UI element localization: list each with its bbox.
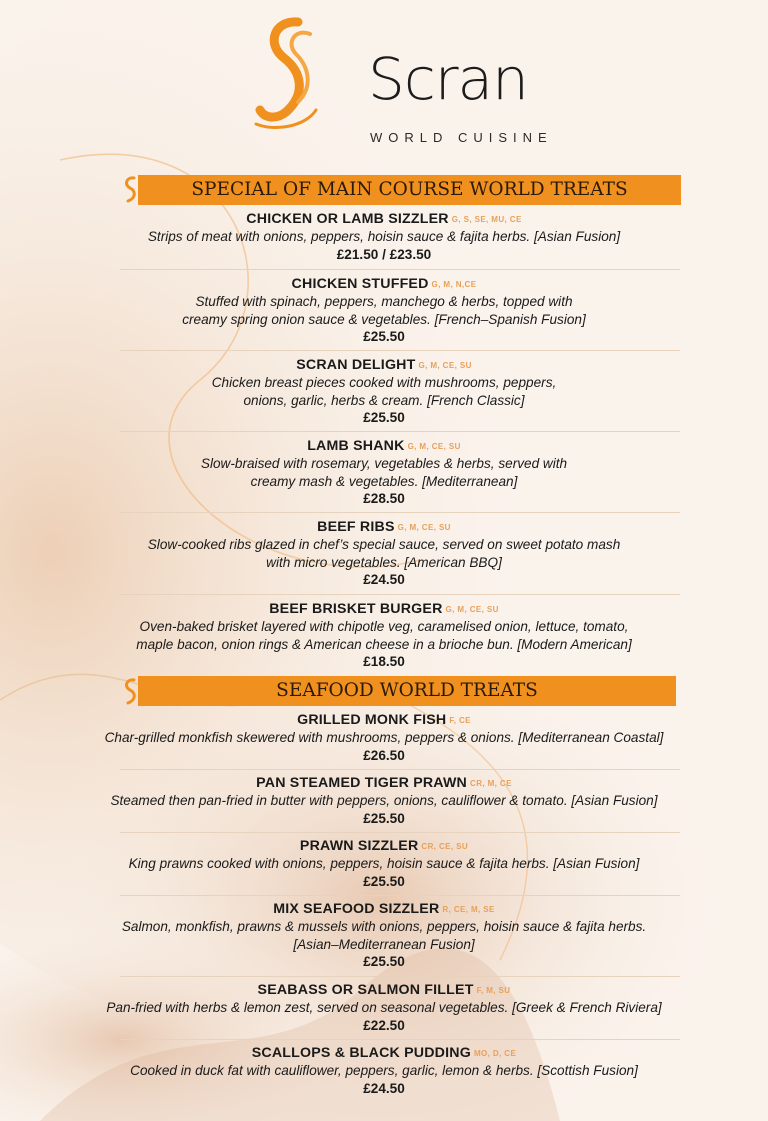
item-description: Chicken breast pieces cooked with mushrooms, peppers,: [211, 375, 557, 390]
item-name: BEEF BRISKET BURGER: [269, 601, 443, 617]
item-name: SCALLOPS & BLACK PUDDING: [251, 1045, 471, 1061]
menu-item: [40, 276, 728, 345]
allergen-codes: G, M, CE, SU: [397, 523, 451, 532]
item-description: onions, garlic, herbs & cream. [French Classic]: [243, 392, 525, 408]
menu-item: [40, 438, 728, 507]
item-name: PAN STEAMED TIGER PRAWN: [256, 775, 468, 791]
item-name: CHICKEN OR LAMB SIZZLER: [246, 211, 449, 227]
item-description: Strips of meat with onions, peppers, hoisin sauce & fajita herbs. [Asian Fusion]: [147, 229, 621, 244]
allergen-codes: G, S, SE, MU, CE: [451, 215, 522, 224]
item-divider: [120, 512, 680, 513]
item-price: £25.50: [363, 873, 405, 889]
item-name: BEEF RIBS: [317, 519, 395, 535]
item-price: £25.50: [363, 410, 405, 425]
item-name: LAMB SHANK: [307, 438, 405, 454]
item-description: Steamed then pan-fried in butter with peppers, onions, cauliflower & tomato. [Asian Fusion]: [110, 793, 658, 808]
item-description: Stuffed with spinach, peppers, manchego & herbs, topped with: [195, 294, 573, 309]
brand-name: Scran: [368, 45, 528, 113]
menu-item: [40, 982, 728, 1034]
item-name: SEABASS OR SALMON FILLET: [257, 982, 474, 998]
item-price: £24.50: [363, 1080, 405, 1096]
allergen-codes: G, M, CE, SU: [418, 361, 472, 370]
menu-item: [40, 1045, 728, 1097]
item-description: Char-grilled monkfish skewered with mushrooms, peppers & onions. [Mediterranean Coastal]: [104, 730, 664, 745]
allergen-codes: G, M, CE, SU: [407, 442, 461, 451]
item-divider: [120, 769, 680, 770]
item-price: £28.50: [363, 491, 405, 506]
scran-logo-icon: [236, 14, 336, 134]
item-price: £26.50: [363, 747, 405, 763]
item-description: King prawns cooked with onions, peppers, hoisin sauce & fajita herbs. [Asian Fusion]: [128, 856, 640, 871]
menu-item: [40, 211, 728, 263]
item-description: Pan-fried with herbs & lemon zest, served on seasonal vegetables. [Greek & French Riviera]: [106, 1000, 662, 1015]
item-price: £18.50: [363, 654, 405, 669]
item-name: SCRAN DELIGHT: [296, 357, 416, 373]
item-price: £25.50: [363, 810, 405, 826]
allergen-codes: CR, M, CE: [470, 779, 512, 788]
item-divider: [120, 832, 680, 833]
menu-item: [40, 712, 728, 764]
item-divider: [120, 895, 680, 896]
item-description: Oven-baked brisket layered with chipotle veg, caramelised onion, lettuce, tomato,: [139, 619, 629, 634]
item-divider: [120, 269, 680, 270]
item-description: maple bacon, onion rings & American cheese in a brioche bun. [Modern American]: [136, 636, 632, 652]
item-divider: [120, 431, 680, 432]
item-divider: [120, 350, 680, 351]
allergen-codes: F, M, SU: [476, 986, 511, 995]
item-price: £25.50: [363, 954, 405, 969]
section-header-main-course: SPECIAL OF MAIN COURSE WORLD TREATS: [138, 175, 681, 205]
item-description: Slow-braised with rosemary, vegetables & herbs, served with: [200, 456, 568, 471]
menu-item: [40, 357, 728, 426]
allergen-codes: G, M, N,CE: [431, 280, 477, 289]
item-description: creamy spring onion sauce & vegetables. [French–Spanish Fusion]: [182, 311, 586, 327]
menu-item: [40, 519, 728, 588]
menu-item: [40, 838, 728, 890]
item-description: Cooked in duck fat with cauliflower, peppers, garlic, lemon & herbs. [Scottish Fusion]: [130, 1063, 638, 1078]
item-name: MIX SEAFOOD SIZZLER: [273, 901, 440, 917]
brand-tagline: WORLD CUISINE: [370, 130, 553, 145]
item-description: Salmon, monkfish, prawns & mussels with onions, peppers, hoisin sauce & fajita herbs.: [121, 919, 647, 934]
item-price: £22.50: [363, 1017, 405, 1033]
allergen-codes: G, M, CE, SU: [445, 605, 499, 614]
allergen-codes: MO, D, CE: [473, 1049, 517, 1058]
item-price: £24.50: [363, 572, 405, 587]
menu-item: [40, 775, 728, 827]
item-description: [Asian–Mediterranean Fusion]: [293, 936, 475, 952]
section-header-seafood: SEAFOOD WORLD TREATS: [138, 676, 676, 706]
item-name: CHICKEN STUFFED: [291, 276, 429, 292]
item-divider: [120, 594, 680, 595]
item-name: GRILLED MONK FISH: [297, 712, 447, 728]
menu-item: [40, 601, 728, 670]
item-description: creamy mash & vegetables. [Mediterranean]: [250, 473, 518, 489]
allergen-codes: CR, CE, SU: [421, 842, 469, 851]
item-description: with micro vegetables. [American BBQ]: [266, 554, 502, 570]
allergen-codes: F, CE: [449, 716, 471, 725]
item-divider: [120, 976, 680, 977]
item-price: £21.50 / £23.50: [336, 246, 432, 262]
item-description: Slow-cooked ribs glazed in chef’s special sauce, served on sweet potato mash: [147, 537, 621, 552]
item-divider: [120, 1039, 680, 1040]
item-name: PRAWN SIZZLER: [299, 838, 419, 854]
item-price: £25.50: [363, 329, 405, 344]
allergen-codes: R, CE, M, SE: [442, 905, 495, 914]
menu-item: [40, 901, 728, 970]
